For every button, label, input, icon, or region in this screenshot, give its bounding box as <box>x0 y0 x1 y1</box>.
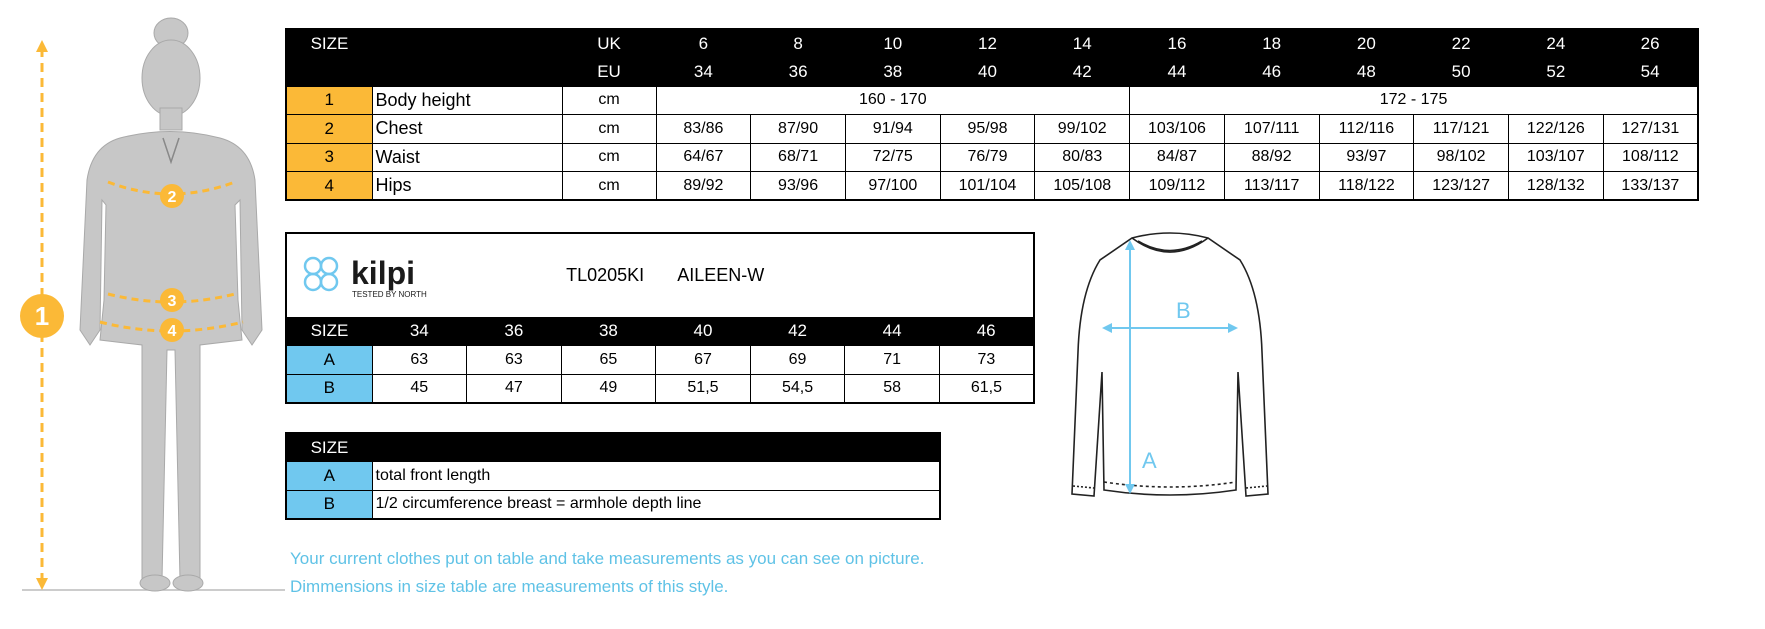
measurement-label: Hips <box>372 172 562 201</box>
product-size-table <box>285 232 1035 404</box>
value-cell: 87/90 <box>751 115 846 144</box>
value-cell: 122/126 <box>1508 115 1603 144</box>
size-col: 40 <box>656 317 751 346</box>
legend-row-a <box>286 462 940 491</box>
value-cell: 105/108 <box>1035 172 1130 201</box>
uk-size: 6 <box>656 29 751 58</box>
value-cell: 103/106 <box>1130 115 1225 144</box>
row-number: 3 <box>286 143 372 172</box>
row-key: B <box>286 374 372 403</box>
eu-size: 40 <box>940 58 1035 87</box>
value-cell: 93/96 <box>751 172 846 201</box>
size-header: SIZE <box>286 433 372 462</box>
uk-size: 14 <box>1035 29 1130 58</box>
eu-size: 52 <box>1508 58 1603 87</box>
value-cell: 118/122 <box>1319 172 1414 201</box>
value-cell: 128/132 <box>1508 172 1603 201</box>
eu-size: 42 <box>1035 58 1130 87</box>
marker-2 <box>160 184 184 208</box>
size-col: 36 <box>467 317 562 346</box>
body-size-table <box>285 28 1699 201</box>
value-cell: 72/75 <box>845 143 940 172</box>
product-name: AILEEN-W <box>677 265 765 285</box>
value-cell: 133/137 <box>1603 172 1698 201</box>
svg-text:3: 3 <box>167 293 177 310</box>
unit: cm <box>562 143 656 172</box>
value-cell: 45 <box>372 374 467 403</box>
marker-3 <box>160 288 184 312</box>
eu-size: 46 <box>1224 58 1319 87</box>
shirt-diagram <box>1060 232 1280 522</box>
measurement-label: Waist <box>372 143 562 172</box>
shirt-label-b: B <box>1176 298 1191 323</box>
chest-row <box>286 115 1698 144</box>
eu-size: 44 <box>1130 58 1225 87</box>
hips-row <box>286 172 1698 201</box>
instruction-note: Your current clothes put on table and take measurements as you can see on picture. <box>290 549 925 568</box>
value-cell: 63 <box>467 346 562 375</box>
height-range: 160 - 170 <box>656 86 1130 115</box>
measurement-label: Chest <box>372 115 562 144</box>
shirt-label-a: A <box>1142 448 1157 473</box>
value-cell: 123/127 <box>1414 172 1509 201</box>
value-cell: 95/98 <box>940 115 1035 144</box>
marker-1 <box>20 294 64 338</box>
eu-size: 36 <box>751 58 846 87</box>
value-cell: 113/117 <box>1224 172 1319 201</box>
value-cell: 68/71 <box>751 143 846 172</box>
value-cell: 101/104 <box>940 172 1035 201</box>
kilpi-logo <box>295 246 445 300</box>
svg-text:TESTED BY NORTH: TESTED BY NORTH <box>352 290 427 299</box>
value-cell: 61,5 <box>939 374 1034 403</box>
value-cell: 64/67 <box>656 143 751 172</box>
value-cell: 65 <box>561 346 656 375</box>
value-cell: 99/102 <box>1035 115 1130 144</box>
unit: cm <box>562 115 656 144</box>
eu-size: 54 <box>1603 58 1698 87</box>
unit: cm <box>562 172 656 201</box>
value-cell: 47 <box>467 374 562 403</box>
value-cell: 91/94 <box>845 115 940 144</box>
value-cell: 63 <box>372 346 467 375</box>
value-cell: 117/121 <box>1414 115 1509 144</box>
value-cell: 71 <box>845 346 940 375</box>
value-cell: 109/112 <box>1130 172 1225 201</box>
row-key: A <box>286 462 372 491</box>
value-cell: 88/92 <box>1224 143 1319 172</box>
value-cell: 127/131 <box>1603 115 1698 144</box>
uk-size: 16 <box>1130 29 1225 58</box>
marker-4 <box>160 318 184 342</box>
svg-text:1: 1 <box>34 301 50 331</box>
row-number: 4 <box>286 172 372 201</box>
unit: cm <box>562 86 656 115</box>
row-number: 2 <box>286 115 372 144</box>
value-cell: 93/97 <box>1319 143 1414 172</box>
size-col: 34 <box>372 317 467 346</box>
uk-size: 22 <box>1414 29 1509 58</box>
value-cell: 103/107 <box>1508 143 1603 172</box>
svg-text:2: 2 <box>167 189 177 206</box>
value-cell: 76/79 <box>940 143 1035 172</box>
row-key: B <box>286 490 372 519</box>
uk-size: 12 <box>940 29 1035 58</box>
body-measurement-figure <box>0 0 285 629</box>
measurement-label: Body height <box>372 86 562 115</box>
row-key: A <box>286 346 372 375</box>
waist-row <box>286 143 1698 172</box>
eu-size: 50 <box>1414 58 1509 87</box>
product-row-a <box>286 346 1034 375</box>
value-cell: 80/83 <box>1035 143 1130 172</box>
value-cell: 112/116 <box>1319 115 1414 144</box>
value-cell: 83/86 <box>656 115 751 144</box>
eu-header: EU <box>562 58 656 87</box>
value-cell: 73 <box>939 346 1034 375</box>
eu-size-row <box>286 58 1698 87</box>
value-cell: 67 <box>656 346 751 375</box>
value-cell: 97/100 <box>845 172 940 201</box>
value-cell: 108/112 <box>1603 143 1698 172</box>
legend-desc: total front length <box>372 462 940 491</box>
measurement-legend-table <box>285 432 941 520</box>
legend-header-row <box>286 433 940 462</box>
eu-size: 34 <box>656 58 751 87</box>
value-cell: 49 <box>561 374 656 403</box>
uk-size: 20 <box>1319 29 1414 58</box>
svg-text:kilpi: kilpi <box>351 255 416 291</box>
size-col: 46 <box>939 317 1034 346</box>
value-cell: 107/111 <box>1224 115 1319 144</box>
size-col: 44 <box>845 317 940 346</box>
uk-size: 18 <box>1224 29 1319 58</box>
size-header: SIZE <box>286 317 372 346</box>
svg-text:4: 4 <box>167 323 177 340</box>
value-cell: 98/102 <box>1414 143 1509 172</box>
uk-header: UK <box>562 29 656 58</box>
eu-size: 38 <box>845 58 940 87</box>
uk-size: 26 <box>1603 29 1698 58</box>
eu-size: 48 <box>1319 58 1414 87</box>
instruction-note: Dimmensions in size table are measurements of this style. <box>290 577 729 596</box>
product-code: TL0205KI <box>566 265 645 285</box>
row-number: 1 <box>286 86 372 115</box>
value-cell: 69 <box>750 346 845 375</box>
body-height-row <box>286 86 1698 115</box>
uk-size: 8 <box>751 29 846 58</box>
product-row-b <box>286 374 1034 403</box>
uk-size: 10 <box>845 29 940 58</box>
uk-size-row <box>286 29 1698 58</box>
legend-desc: 1/2 circumference breast = armhole depth line <box>372 490 940 519</box>
value-cell: 84/87 <box>1130 143 1225 172</box>
value-cell: 58 <box>845 374 940 403</box>
value-cell: 51,5 <box>656 374 751 403</box>
product-header-row <box>286 233 1034 317</box>
size-col: 38 <box>561 317 656 346</box>
legend-row-b <box>286 490 940 519</box>
product-size-header-row <box>286 317 1034 346</box>
uk-size: 24 <box>1508 29 1603 58</box>
value-cell: 89/92 <box>656 172 751 201</box>
value-cell: 54,5 <box>750 374 845 403</box>
size-header: SIZE <box>286 29 372 58</box>
height-range: 172 - 175 <box>1130 86 1698 115</box>
size-col: 42 <box>750 317 845 346</box>
